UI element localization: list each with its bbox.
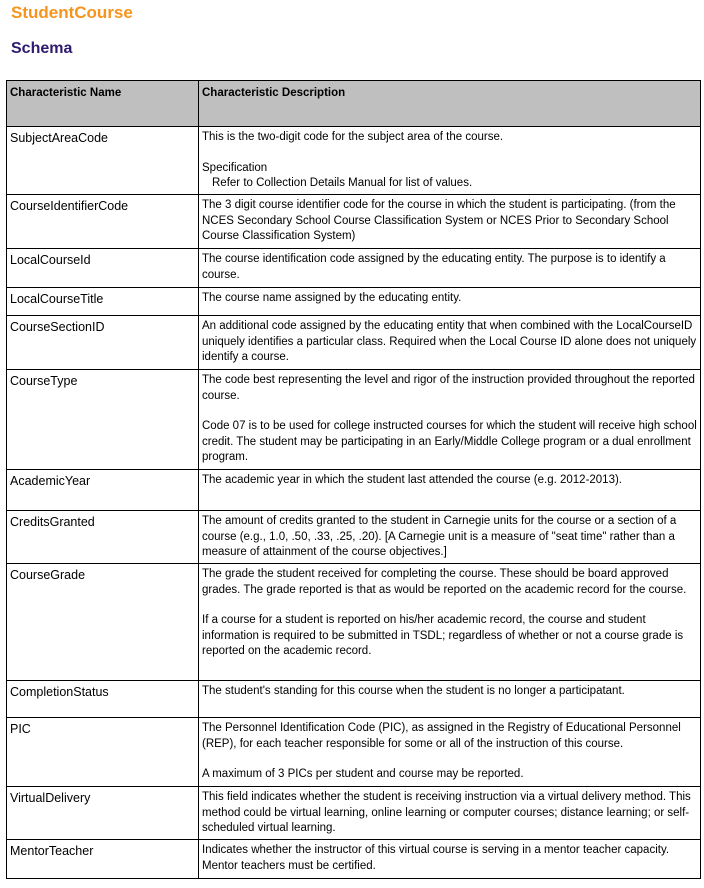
description-text: The student's standing for this course when the student is no longer a participatant. (202, 685, 625, 697)
characteristic-description (199, 316, 701, 370)
description-text: Indicates whether the instructor of this virtual course is serving in a mentor teacher capacity. Mentor teachers must be certified. (202, 844, 670, 872)
table-row (7, 195, 701, 249)
schema-table (6, 80, 701, 879)
description-text: If a course for a student is reported on his/her academic record, the course and student information is required to be submitted in TSDL; regardless of whether or not a course grade is reported on the academic record. (202, 614, 684, 657)
characteristic-description (199, 249, 701, 288)
table-row (7, 718, 701, 787)
characteristic-name: PIC (7, 718, 199, 787)
header-characteristic-description: Characteristic Description (199, 81, 701, 127)
characteristic-name: VirtualDelivery (7, 787, 199, 840)
characteristic-description (199, 288, 701, 316)
characteristic-description (199, 787, 701, 840)
description-text: The Personnel Identification Code (PIC), as assigned in the Registry of Educational Personnel (REP), for each teacher responsible for some or all of the instruction of this course. (202, 722, 681, 750)
description-text: The academic year in which the student last attended the course (e.g. 2012-2013). (202, 474, 623, 486)
table-row (7, 681, 701, 718)
characteristic-name: CompletionStatus (7, 681, 199, 718)
characteristic-description (199, 470, 701, 511)
characteristic-name: CreditsGranted (7, 511, 199, 564)
description-text: Refer to Collection Details Manual for list of values. (212, 177, 473, 189)
description-text: This field indicates whether the student is receiving instruction via a virtual delivery method. This method could be virtual learning, online learning or computer courses; distance learning; or self-scheduled virtual learning. (202, 791, 691, 834)
characteristic-name: AcademicYear (7, 470, 199, 511)
description-text: The grade the student received for completing the course. These should be board approved grades. The grade reported is that as would be reported on the academic record for the course. (202, 568, 687, 596)
description-text: The course identification code assigned by the educating entity. The purpose is to identify a course. (202, 253, 666, 281)
header-characteristic-name: Characteristic Name (7, 81, 199, 127)
characteristic-name: LocalCourseTitle (7, 288, 199, 316)
table-row (7, 249, 701, 288)
table-row (7, 564, 701, 681)
table-header-row (7, 81, 701, 127)
description-text: The amount of credits granted to the student in Carnegie units for the course or a section of a course (e.g., 1.0, .50, .33, .25, .20). [A Carnegie unit is a measure of "seat time" rather than a measure of attainment of the course objectives.] (202, 515, 677, 558)
table-row (7, 316, 701, 370)
table-row (7, 511, 701, 564)
section-title: Schema (11, 40, 73, 57)
description-text: An additional code assigned by the educating entity that when combined with the LocalCourseID uniquely identifies a particular class. Required when the Local Course ID alone does not uniquely identify a course. (202, 320, 697, 363)
description-text: Specification (202, 161, 268, 174)
characteristic-description (199, 511, 701, 564)
characteristic-name: MentorTeacher (7, 840, 199, 879)
characteristic-name: SubjectAreaCode (7, 127, 199, 195)
description-text: Code 07 is to be used for college instructed courses for which the student will receive high school credit. The student may be participating in an Early/Middle College program or a dual enrollment program. (202, 420, 697, 463)
characteristic-description (199, 370, 701, 470)
table-row (7, 470, 701, 511)
description-text: The code best representing the level and rigor of the instruction provided throughout the reported course. (202, 374, 695, 402)
table-row (7, 127, 701, 195)
table-row (7, 840, 701, 879)
table-row (7, 370, 701, 470)
characteristic-name: CourseIdentifierCode (7, 195, 199, 249)
document-title: StudentCourse (11, 3, 133, 22)
characteristic-description (199, 718, 701, 787)
characteristic-description (199, 840, 701, 879)
description-text: A maximum of 3 PICs per student and course may be reported. (202, 768, 524, 780)
characteristic-description (199, 127, 701, 195)
table-row (7, 288, 701, 316)
description-text: The 3 digit course identifier code for the course in which the student is participating. (from the NCES Secondary School Course Classification System or NCES Prior to Secondary School Course Classification System) (202, 199, 676, 242)
description-text: This is the two-digit code for the subject area of the course. (202, 131, 504, 143)
characteristic-description (199, 681, 701, 718)
characteristic-description (199, 564, 701, 681)
table-row (7, 787, 701, 840)
characteristic-name: CourseType (7, 370, 199, 470)
characteristic-description (199, 195, 701, 249)
description-text: The course name assigned by the educating entity. (202, 292, 462, 304)
characteristic-name: CourseSectionID (7, 316, 199, 370)
characteristic-name: CourseGrade (7, 564, 199, 681)
characteristic-name: LocalCourseId (7, 249, 199, 288)
